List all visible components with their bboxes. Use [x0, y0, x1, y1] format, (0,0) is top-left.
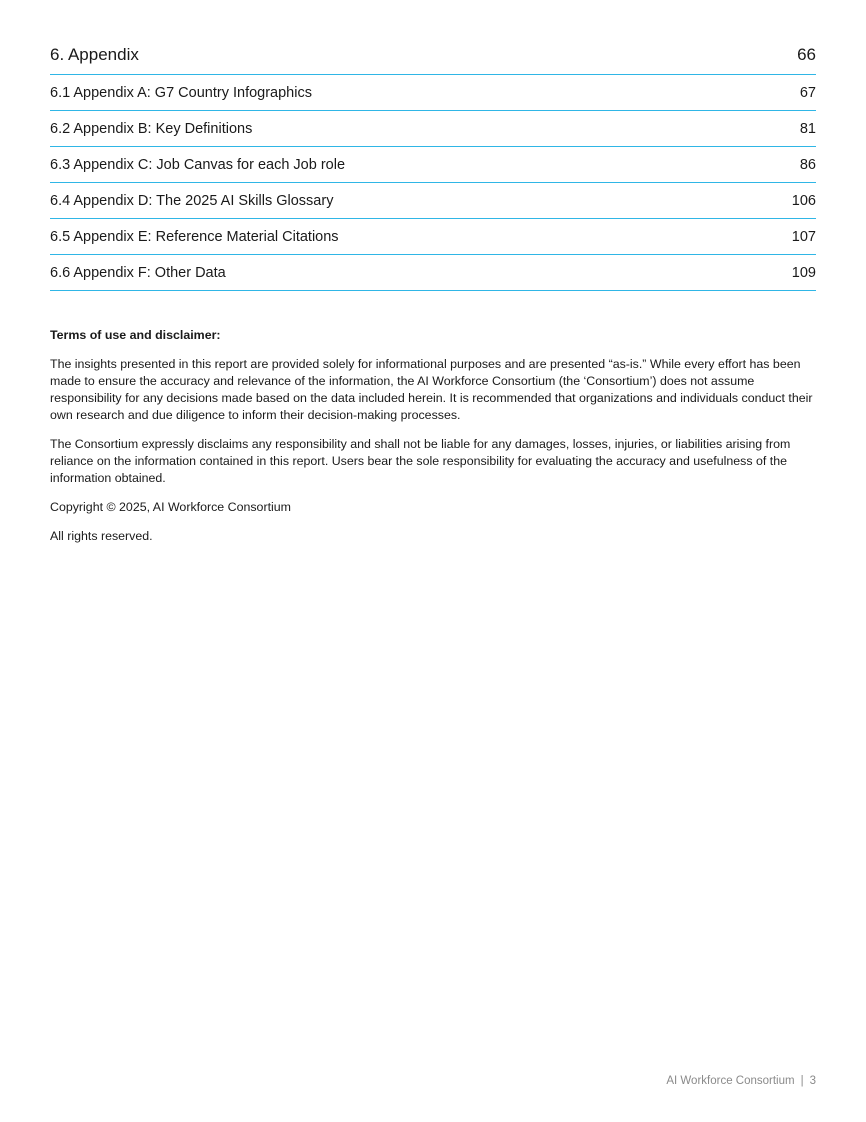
footer-page-number: 3: [809, 1075, 816, 1087]
toc-section-row[interactable]: [50, 0, 816, 75]
toc-item-page: 81: [799, 121, 816, 137]
rights-text: All rights reserved.: [50, 529, 153, 543]
disclaimer-heading: Terms of use and disclaimer:: [50, 328, 221, 342]
toc-item[interactable]: [50, 147, 816, 183]
toc-item-title[interactable]: 6.5 Appendix E: Reference Material Citations: [50, 229, 339, 245]
disclaimer-paragraph: The Consortium expressly disclaims any responsibility and shall not be liable for any damages, losses, injuries, or liabilities arising from reliance on the information contained in this report. Users bear the sole responsibility for evaluating the accuracy and usefulness of the information obtained.: [50, 437, 791, 485]
toc-item-page: 106: [791, 193, 816, 209]
toc-item[interactable]: [50, 183, 816, 219]
toc-item-title[interactable]: 6.4 Appendix D: The 2025 AI Skills Glossary: [50, 193, 334, 209]
toc-item-title[interactable]: 6.2 Appendix B: Key Definitions: [50, 121, 253, 137]
toc-list: [50, 75, 816, 291]
toc-item[interactable]: [50, 75, 816, 111]
toc-item-title[interactable]: 6.1 Appendix A: G7 Country Infographics: [50, 85, 312, 101]
toc-item-title[interactable]: 6.3 Appendix C: Job Canvas for each Job role: [50, 157, 346, 173]
toc-item[interactable]: [50, 255, 816, 291]
page-footer: [666, 1075, 816, 1087]
toc-item[interactable]: [50, 111, 816, 147]
toc-section-page: 66: [797, 45, 816, 64]
disclaimer-paragraph: The insights presented in this report are provided solely for informational purposes and are presented “as-is.” While every effort has been made to ensure the accuracy and relevance of the information, the AI Workforce Consortium (the ‘Consortium’) does not assume responsibility for any decisions made based on the data included herein. It is recommended that organizations and individuals conduct their own research and due diligence to inform their decision-making processes.: [50, 357, 813, 422]
toc-item[interactable]: [50, 219, 816, 255]
toc-item-page: 67: [799, 85, 816, 101]
toc-item-page: 107: [791, 229, 816, 245]
toc-item-page: 109: [791, 265, 816, 281]
toc-section-title[interactable]: 6. Appendix: [50, 45, 139, 64]
toc-item-title[interactable]: 6.6 Appendix F: Other Data: [50, 265, 226, 281]
copyright-text: Copyright © 2025, AI Workforce Consortium: [50, 500, 291, 514]
footer-org: AI Workforce Consortium: [666, 1075, 795, 1087]
footer-separator: |: [800, 1075, 804, 1087]
page-content: [50, 0, 816, 557]
toc-item-page: 86: [799, 157, 816, 173]
disclaimer-section: [50, 327, 816, 545]
